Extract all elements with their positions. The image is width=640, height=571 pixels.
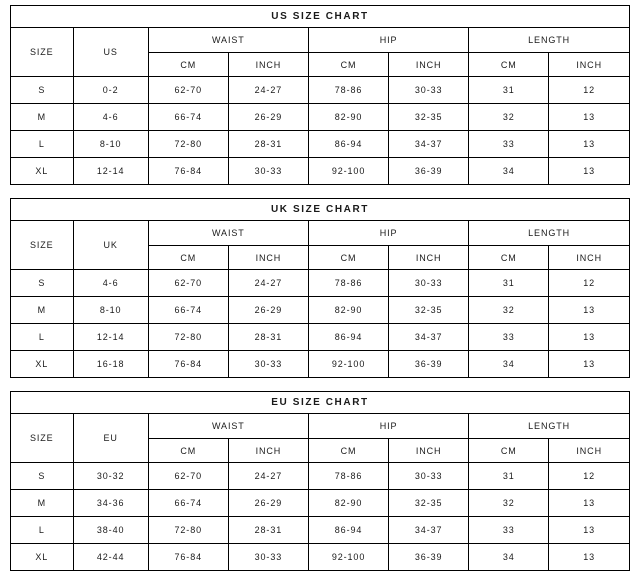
cell-waist-cm: 62-70 <box>148 77 228 104</box>
cell-length-cm: 32 <box>469 490 549 517</box>
cell-length-cm: 31 <box>469 270 549 297</box>
cell-waist-cm: 72-80 <box>148 517 228 544</box>
table-row <box>11 158 629 185</box>
cell-region: 8-10 <box>73 131 148 158</box>
cell-size: M <box>11 104 73 131</box>
cell-region: 34-36 <box>73 490 148 517</box>
cell-hip-cm: 86-94 <box>308 131 388 158</box>
cell-length-cm: 32 <box>469 297 549 324</box>
cell-region: 42-44 <box>73 544 148 571</box>
header-length: LENGTH <box>469 221 629 246</box>
size-chart-page <box>0 5 640 571</box>
cell-length-inch: 12 <box>549 77 629 104</box>
cell-region: 16-18 <box>73 351 148 378</box>
cell-waist-inch: 30-33 <box>228 544 308 571</box>
header-region: EU <box>73 414 148 463</box>
table-row <box>11 131 629 158</box>
cell-length-cm: 33 <box>469 131 549 158</box>
cell-hip-inch: 32-35 <box>389 490 469 517</box>
cell-hip-inch: 30-33 <box>389 270 469 297</box>
header-hip: HIP <box>308 221 468 246</box>
header-length: LENGTH <box>469 414 629 439</box>
header-length-inch: INCH <box>549 53 629 77</box>
cell-region: 30-32 <box>73 463 148 490</box>
cell-hip-inch: 36-39 <box>389 351 469 378</box>
header-hip-cm: CM <box>308 439 388 463</box>
table-header-row-top <box>11 414 629 439</box>
cell-waist-inch: 24-27 <box>228 463 308 490</box>
header-waist-inch: INCH <box>228 246 308 270</box>
cell-size: S <box>11 77 73 104</box>
header-region: US <box>73 28 148 77</box>
cell-length-inch: 12 <box>549 270 629 297</box>
cell-hip-inch: 36-39 <box>389 158 469 185</box>
table-row <box>11 351 629 378</box>
cell-waist-inch: 26-29 <box>228 490 308 517</box>
table-header-row-top <box>11 221 629 246</box>
cell-length-inch: 13 <box>549 544 629 571</box>
cell-length-cm: 31 <box>469 463 549 490</box>
cell-size: M <box>11 490 73 517</box>
cell-size: M <box>11 297 73 324</box>
chart-title-us: US SIZE CHART <box>11 6 629 28</box>
header-waist-cm: CM <box>148 439 228 463</box>
cell-hip-inch: 34-37 <box>389 131 469 158</box>
header-length-cm: CM <box>469 53 549 77</box>
cell-hip-cm: 86-94 <box>308 324 388 351</box>
table-header-row-top <box>11 28 629 53</box>
cell-hip-cm: 78-86 <box>308 270 388 297</box>
cell-size: S <box>11 463 73 490</box>
table-row <box>11 270 629 297</box>
header-waist: WAIST <box>148 414 308 439</box>
cell-length-cm: 33 <box>469 517 549 544</box>
table-row <box>11 463 629 490</box>
table-row <box>11 77 629 104</box>
cell-size: XL <box>11 158 73 185</box>
chart-title-eu: EU SIZE CHART <box>11 392 629 414</box>
cell-waist-inch: 24-27 <box>228 270 308 297</box>
cell-waist-inch: 28-31 <box>228 517 308 544</box>
size-table-us <box>11 28 629 184</box>
cell-size: XL <box>11 351 73 378</box>
cell-hip-cm: 78-86 <box>308 77 388 104</box>
header-length-inch: INCH <box>549 246 629 270</box>
cell-waist-cm: 66-74 <box>148 297 228 324</box>
header-size: SIZE <box>11 28 73 77</box>
size-chart-eu <box>10 391 630 571</box>
cell-hip-inch: 34-37 <box>389 324 469 351</box>
cell-region: 12-14 <box>73 158 148 185</box>
cell-hip-cm: 92-100 <box>308 544 388 571</box>
cell-hip-inch: 36-39 <box>389 544 469 571</box>
cell-waist-cm: 72-80 <box>148 131 228 158</box>
header-waist-inch: INCH <box>228 439 308 463</box>
cell-waist-inch: 26-29 <box>228 297 308 324</box>
table-row <box>11 544 629 571</box>
cell-length-inch: 13 <box>549 351 629 378</box>
cell-hip-inch: 30-33 <box>389 463 469 490</box>
cell-waist-cm: 76-84 <box>148 158 228 185</box>
cell-length-inch: 13 <box>549 158 629 185</box>
header-hip-inch: INCH <box>389 439 469 463</box>
chart-title-uk: UK SIZE CHART <box>11 199 629 221</box>
cell-region: 12-14 <box>73 324 148 351</box>
cell-waist-cm: 72-80 <box>148 324 228 351</box>
header-hip: HIP <box>308 28 468 53</box>
cell-region: 38-40 <box>73 517 148 544</box>
cell-waist-inch: 26-29 <box>228 104 308 131</box>
cell-waist-inch: 30-33 <box>228 351 308 378</box>
cell-hip-cm: 82-90 <box>308 297 388 324</box>
cell-waist-cm: 62-70 <box>148 463 228 490</box>
header-hip-inch: INCH <box>389 246 469 270</box>
cell-waist-inch: 28-31 <box>228 324 308 351</box>
cell-waist-cm: 66-74 <box>148 490 228 517</box>
cell-hip-inch: 34-37 <box>389 517 469 544</box>
cell-length-cm: 31 <box>469 77 549 104</box>
cell-region: 4-6 <box>73 104 148 131</box>
cell-size: L <box>11 131 73 158</box>
header-hip: HIP <box>308 414 468 439</box>
cell-length-cm: 34 <box>469 351 549 378</box>
cell-length-cm: 34 <box>469 544 549 571</box>
cell-length-inch: 12 <box>549 463 629 490</box>
header-length: LENGTH <box>469 28 629 53</box>
header-length-cm: CM <box>469 246 549 270</box>
cell-length-inch: 13 <box>549 104 629 131</box>
header-length-cm: CM <box>469 439 549 463</box>
size-table-eu <box>11 414 629 570</box>
cell-waist-cm: 76-84 <box>148 351 228 378</box>
header-waist-cm: CM <box>148 53 228 77</box>
cell-waist-inch: 30-33 <box>228 158 308 185</box>
table-row <box>11 490 629 517</box>
cell-hip-inch: 32-35 <box>389 297 469 324</box>
size-chart-uk <box>10 198 630 378</box>
header-size: SIZE <box>11 221 73 270</box>
cell-size: L <box>11 324 73 351</box>
cell-length-cm: 33 <box>469 324 549 351</box>
cell-length-cm: 32 <box>469 104 549 131</box>
cell-hip-cm: 92-100 <box>308 158 388 185</box>
cell-length-cm: 34 <box>469 158 549 185</box>
cell-length-inch: 13 <box>549 297 629 324</box>
cell-length-inch: 13 <box>549 131 629 158</box>
table-row <box>11 324 629 351</box>
header-hip-cm: CM <box>308 246 388 270</box>
cell-waist-cm: 62-70 <box>148 270 228 297</box>
cell-region: 8-10 <box>73 297 148 324</box>
table-row <box>11 517 629 544</box>
cell-length-inch: 13 <box>549 324 629 351</box>
cell-waist-inch: 28-31 <box>228 131 308 158</box>
cell-region: 0-2 <box>73 77 148 104</box>
cell-hip-inch: 32-35 <box>389 104 469 131</box>
cell-waist-cm: 76-84 <box>148 544 228 571</box>
cell-hip-cm: 78-86 <box>308 463 388 490</box>
cell-size: S <box>11 270 73 297</box>
header-region: UK <box>73 221 148 270</box>
header-waist: WAIST <box>148 221 308 246</box>
cell-size: L <box>11 517 73 544</box>
table-row <box>11 297 629 324</box>
size-table-uk <box>11 221 629 377</box>
cell-waist-inch: 24-27 <box>228 77 308 104</box>
cell-waist-cm: 66-74 <box>148 104 228 131</box>
cell-hip-cm: 82-90 <box>308 104 388 131</box>
header-size: SIZE <box>11 414 73 463</box>
header-hip-cm: CM <box>308 53 388 77</box>
cell-length-inch: 13 <box>549 517 629 544</box>
cell-hip-cm: 86-94 <box>308 517 388 544</box>
size-chart-us <box>10 5 630 185</box>
cell-size: XL <box>11 544 73 571</box>
cell-hip-cm: 92-100 <box>308 351 388 378</box>
cell-region: 4-6 <box>73 270 148 297</box>
header-length-inch: INCH <box>549 439 629 463</box>
cell-hip-cm: 82-90 <box>308 490 388 517</box>
cell-length-inch: 13 <box>549 490 629 517</box>
header-waist: WAIST <box>148 28 308 53</box>
table-row <box>11 104 629 131</box>
header-waist-cm: CM <box>148 246 228 270</box>
header-hip-inch: INCH <box>389 53 469 77</box>
cell-hip-inch: 30-33 <box>389 77 469 104</box>
header-waist-inch: INCH <box>228 53 308 77</box>
